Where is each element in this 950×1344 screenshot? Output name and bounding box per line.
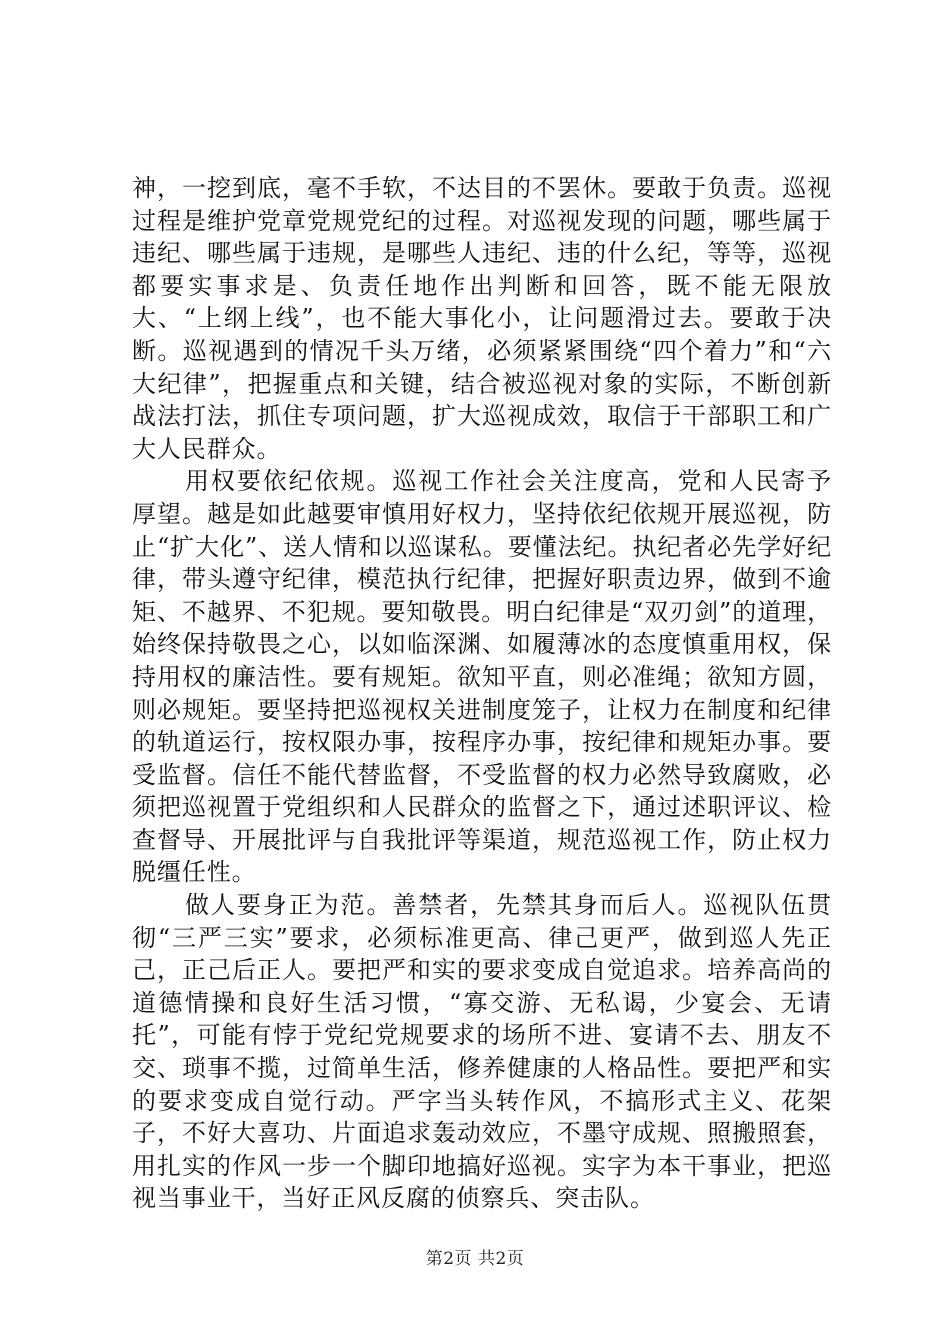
paragraph-use-of-power: 用权要依纪依规。巡视工作社会关注度高，党和人民寄予厚望。越是如此越要审慎用好权力，坚持依纪依规开展巡视，防止“扩大化”、送人情和以巡谋私。要懂法纪。执纪者必先学好纪律，带头遵守纪律，模范执行纪律，把握好职责边界，做到不逾矩、不越界、不犯规。要知敬畏。明白纪律是“双刃剑”的道理，始终保持敬畏之心，以如临深渊、如履薄冰的态度慎重用权，保持用权的廉洁性。要有规矩。欲知平直，则必准绳；欲知方圆，则必规矩。要坚持把巡视权关进制度笼子，让权力在制度和纪律的轨道运行，按权限办事，按程序办事，按纪律和规矩办事。要受监督。信任不能代替监督，不受监督的权力必然导致腐败，必须把巡视置于党组织和人民群众的监督之下，通过述职评议、检查督导、开展批评与自我批评等渠道，规范巡视工作，防止权力脱缰任性。: [132, 467, 832, 887]
page-number-footer: 第2页 共2页: [425, 1249, 525, 1269]
paragraph-personal-conduct: 做人要身正为范。善禁者，先禁其身而后人。巡视队伍贯彻“三严三实”要求，必须标准更高、律己更严，做到巡人先正己，正己后正人。要把严和实的要求变成自觉追求。培养高尚的道德情操和良好生活习惯，“寡交游、无私谒，少宴会、无请托”，可能有悖于党纪党规要求的场所不进、宴请不去、朋友不交、琐事不揽，过简单生活，修养健康的人格品性。要把严和实的要求变成自觉行动。严字当头转作风，不搞形式主义、花架子，不好大喜功、片面追求轰动效应，不墨守成规、照搬照套，用扎实的作风一步一个脚印地搞好巡视。实字为本干事业，把巡视当事业干，当好正风反腐的侦察兵、突击队。: [132, 891, 832, 1213]
document-body: [132, 172, 832, 1215]
paragraph-continuation: 神，一挖到底，毫不手软，不达目的不罢休。要敢于负责。巡视过程是维护党章党规党纪的过程。对巡视发现的问题，哪些属于违纪、哪些属于违规，是哪些人违纪、违的什么纪，等等，巡视都要实事求是、负责任地作出判断和回答，既不能无限放大、“上纲上线”，也不能大事化小，让问题滑过去。要敢于决断。巡视遇到的情况千头万绪，必须紧紧围绕“四个着力”和“六大纪律”，把握重点和关键，结合被巡视对象的实际，不断创新战法打法，抓住专项问题，扩大巡视成效，取信于干部职工和广大人民群众。: [132, 174, 832, 463]
